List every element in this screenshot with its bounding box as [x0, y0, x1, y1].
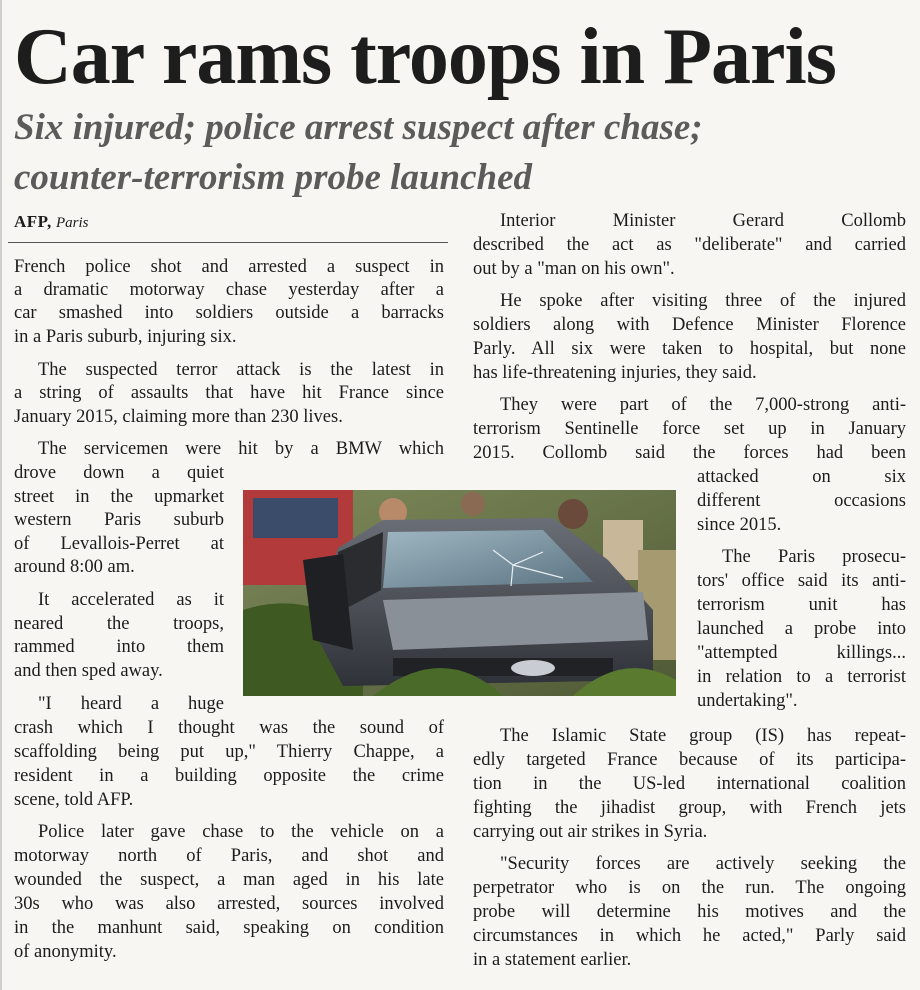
- byline: [14, 212, 89, 233]
- body-line: The suspected terror attack is the latest in: [38, 360, 444, 380]
- body-line: They were part of the 7,000-strong anti-: [500, 395, 906, 415]
- body-line: scaffolding being put up," Thierry Chappe, a: [14, 742, 444, 762]
- body-line: resident in a building opposite the crime: [14, 766, 444, 786]
- body-line: 30s who was also arrested, sources involved: [14, 894, 444, 914]
- body-line: drove down a quiet: [14, 463, 224, 483]
- body-line: of Levallois-Perret at: [14, 534, 224, 554]
- body-line: motorway north of Paris, and shot and: [14, 846, 444, 866]
- body-line: edly targeted France because of its participa-: [473, 750, 906, 770]
- body-line: perpetrator who is on the run. The ongoing: [473, 878, 906, 898]
- body-line: carrying out air strikes in Syria.: [473, 822, 708, 842]
- body-line: The Paris prosecu-: [722, 547, 906, 567]
- byline-dateline: Paris: [56, 215, 89, 231]
- body-line: "attempted killings...: [697, 643, 906, 663]
- body-line: launched a probe into: [697, 619, 906, 639]
- body-line: different occasions: [697, 491, 906, 511]
- body-line: car smashed into soldiers outside a barracks: [14, 303, 444, 323]
- body-line: has life-threatening injuries, they said.: [473, 363, 757, 383]
- body-line: neared the troops,: [14, 614, 224, 634]
- body-line: "Security forces are actively seeking the: [500, 854, 906, 874]
- body-line: western Paris suburb: [14, 510, 224, 530]
- body-line: January 2015, claiming more than 230 lives.: [14, 407, 343, 427]
- body-line: in relation to a terrorist: [697, 667, 906, 687]
- body-line: scene, told AFP.: [14, 790, 134, 810]
- body-line: terrorism unit has: [697, 595, 906, 615]
- body-line: 2015. Collomb said the forces had been: [473, 443, 906, 463]
- body-line: a dramatic motorway chase yesterday after a: [14, 280, 444, 300]
- body-line: attacked on six: [697, 467, 906, 487]
- body-line: soldiers along with Defence Minister Florence: [473, 315, 906, 335]
- body-line: Interior Minister Gerard Collomb: [500, 211, 906, 231]
- body-line: street in the upmarket: [14, 487, 224, 507]
- body-line: described the act as "deliberate" and carried: [473, 235, 906, 255]
- body-line: The Islamic State group (IS) has repeat-: [500, 726, 906, 746]
- body-line: since 2015.: [697, 515, 782, 535]
- subheadline: [14, 103, 914, 203]
- body-line: crash which I thought was the sound of: [14, 718, 444, 738]
- body-line: The servicemen were hit by a BMW which: [38, 439, 444, 459]
- body-line: French police shot and arrested a suspect in: [14, 257, 444, 277]
- body-line: He spoke after visiting three of the injured: [500, 291, 906, 311]
- byline-agency: AFP,: [14, 212, 52, 231]
- news-photo: [243, 490, 676, 696]
- body-line: wounded the suspect, a man aged in his late: [14, 870, 444, 890]
- subheadline-line-2: counter-terrorism probe launched: [14, 157, 533, 198]
- byline-rule: [8, 242, 448, 243]
- subheadline-line-1: Six injured; police arrest suspect after chase;: [14, 107, 703, 148]
- body-line: rammed into them: [14, 637, 224, 657]
- body-line: out by a "man on his own".: [473, 259, 675, 279]
- body-line: tors' office said its anti-: [697, 571, 906, 591]
- body-line: around 8:00 am.: [14, 557, 135, 577]
- body-line: fighting the jihadist group, with French jets: [473, 798, 906, 818]
- body-line: of anonymity.: [14, 942, 117, 962]
- body-line: a string of assaults that have hit France since: [14, 383, 444, 403]
- body-line: in a Paris suburb, injuring six.: [14, 327, 237, 347]
- body-line: It accelerated as it: [38, 590, 224, 610]
- body-line: tion in the US-led international coalition: [473, 774, 906, 794]
- headline: Car rams troops in Paris: [14, 13, 836, 101]
- body-line: terrorism Sentinelle force set up in January: [473, 419, 906, 439]
- body-line: Police later gave chase to the vehicle on a: [38, 822, 444, 842]
- body-line: Parly. All six were taken to hospital, but none: [473, 339, 906, 359]
- body-line: and then sped away.: [14, 661, 163, 681]
- body-line: undertaking".: [697, 691, 798, 711]
- body-line: in a statement earlier.: [473, 950, 632, 970]
- body-line: probe will determine his motives and the: [473, 902, 906, 922]
- body-line: "I heard a huge: [38, 694, 224, 714]
- body-line: circumstances in which he acted," Parly said: [473, 926, 906, 946]
- body-line: in the manhunt said, speaking on condition: [14, 918, 444, 938]
